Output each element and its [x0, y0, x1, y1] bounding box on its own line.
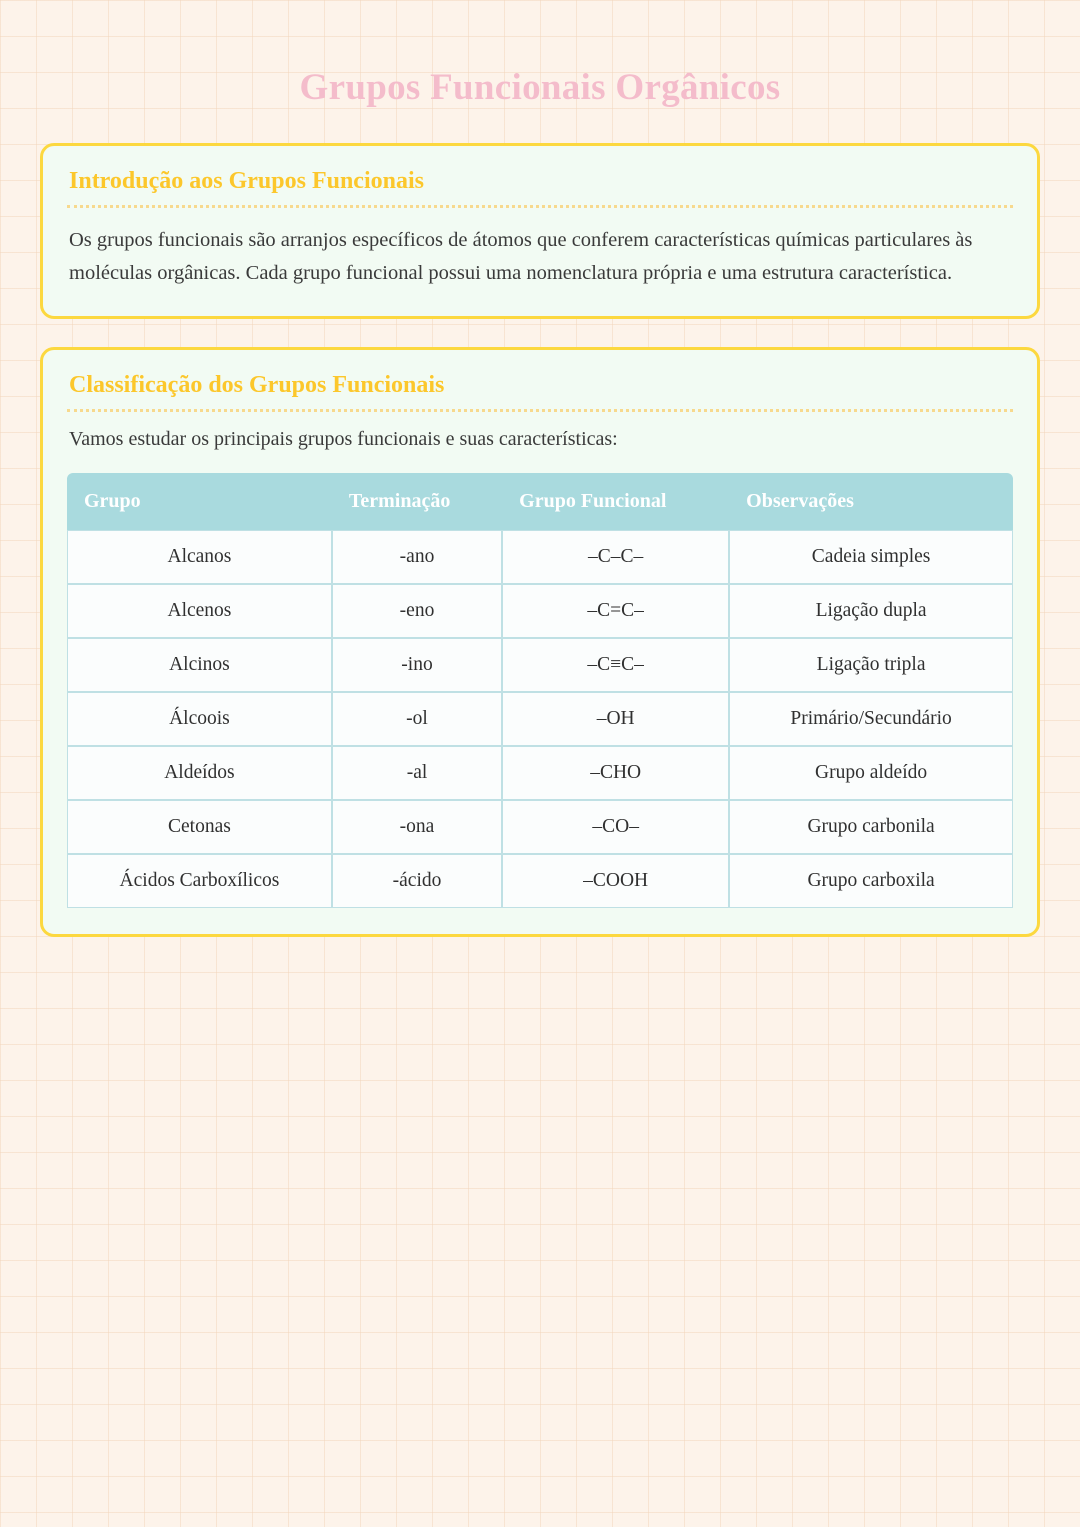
table-body [67, 530, 1013, 908]
cell-grupo: Cetonas [67, 800, 332, 854]
cell-terminacao: -ol [332, 692, 502, 746]
cell-grupo: Álcoois [67, 692, 332, 746]
cell-grupo: Aldeídos [67, 746, 332, 800]
cell-observacoes: Cadeia simples [729, 530, 1013, 584]
table-row [67, 638, 1013, 692]
cell-grupo: Alcenos [67, 584, 332, 638]
table-row [67, 800, 1013, 854]
cell-grupo-funcional: –CHO [502, 746, 729, 800]
table-row [67, 854, 1013, 908]
cell-grupo-funcional: –C=C– [502, 584, 729, 638]
cell-observacoes: Grupo carbonila [729, 800, 1013, 854]
cell-grupo-funcional: –COOH [502, 854, 729, 908]
divider-dotted [67, 409, 1013, 412]
cell-observacoes: Ligação tripla [729, 638, 1013, 692]
divider-dotted [67, 205, 1013, 208]
cell-terminacao: -al [332, 746, 502, 800]
cell-grupo-funcional: –C–C– [502, 530, 729, 584]
functional-groups-table [67, 473, 1013, 908]
table-row [67, 584, 1013, 638]
cell-observacoes: Primário/Secundário [729, 692, 1013, 746]
cell-grupo-funcional: –CO– [502, 800, 729, 854]
cell-observacoes: Grupo aldeído [729, 746, 1013, 800]
table-row [67, 746, 1013, 800]
section-classificacao [40, 347, 1040, 937]
cell-terminacao: -eno [332, 584, 502, 638]
cell-grupo: Alcanos [67, 530, 332, 584]
cell-grupo: Alcinos [67, 638, 332, 692]
page-title: Grupos Funcionais Orgânicos [299, 67, 781, 108]
cell-terminacao: -ona [332, 800, 502, 854]
column-header-grupo: Grupo [67, 473, 332, 530]
section-classificacao-lead: Vamos estudar os principais grupos funcionais e suas características: [69, 428, 618, 451]
column-header-terminacao: Terminação [332, 473, 502, 530]
table-header-row [67, 473, 1013, 530]
cell-grupo-funcional: –C≡C– [502, 638, 729, 692]
section-classificacao-heading: Classificação dos Grupos Funcionais [69, 372, 445, 399]
table-row [67, 530, 1013, 584]
column-header-grupo-funcional: Grupo Funcional [502, 473, 729, 530]
cell-terminacao: -ino [332, 638, 502, 692]
cell-grupo: Ácidos Carboxílicos [67, 854, 332, 908]
section-introducao-paragraph: Os grupos funcionais são arranjos específicos de átomos que conferem características químicas particulares às moléculas orgânicas. Cada grupo funcional possui uma nomenclatura própria e uma estrutura característica. [69, 229, 973, 285]
section-introducao-heading: Introdução aos Grupos Funcionais [69, 168, 424, 194]
cell-terminacao: -ácido [332, 854, 502, 908]
section-introducao [40, 143, 1040, 319]
cell-terminacao: -ano [332, 530, 502, 584]
cell-observacoes: Grupo carboxila [729, 854, 1013, 908]
column-header-observacoes: Observações [729, 473, 1013, 530]
cell-grupo-funcional: –OH [502, 692, 729, 746]
table-row [67, 692, 1013, 746]
cell-observacoes: Ligação dupla [729, 584, 1013, 638]
